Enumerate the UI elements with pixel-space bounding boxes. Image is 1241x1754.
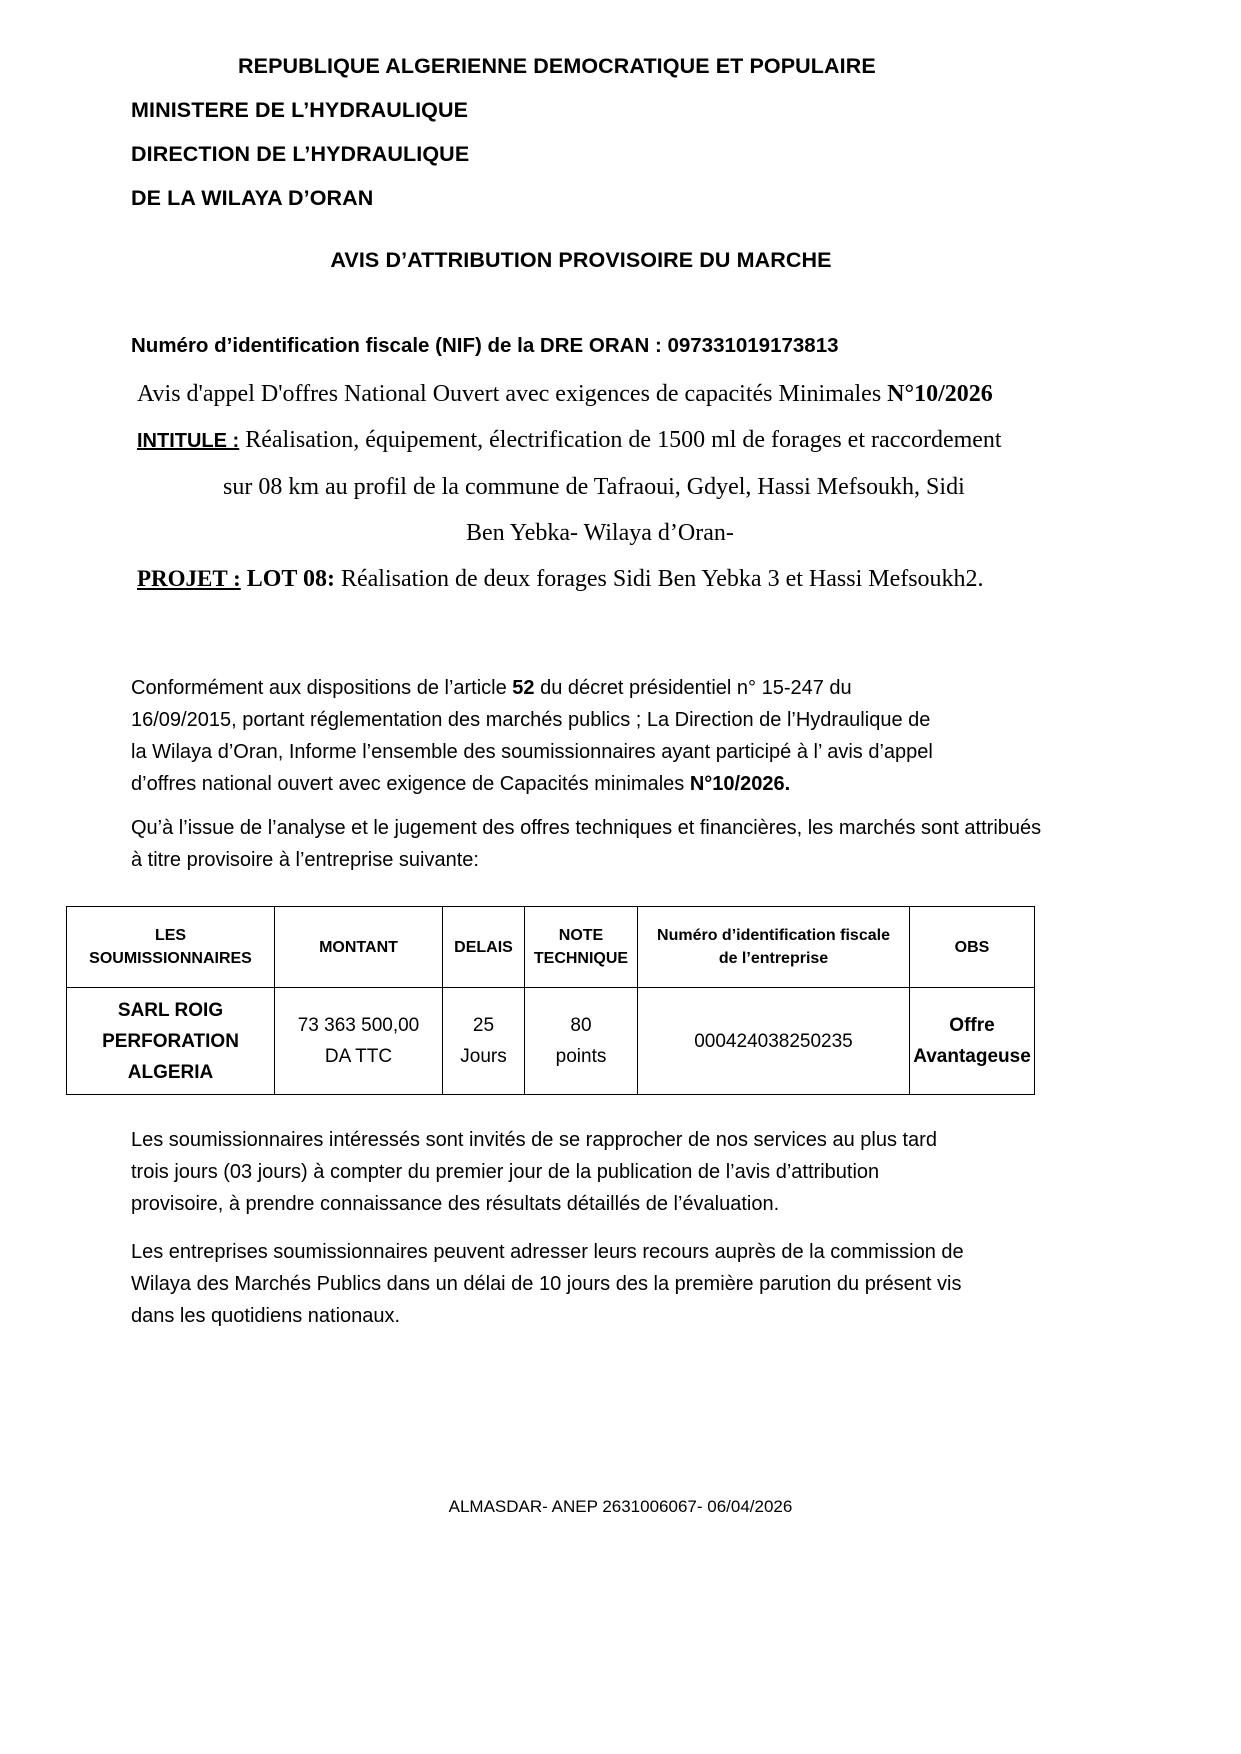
tender-number-ref: N°10/2026. bbox=[689, 773, 791, 795]
award-table-header bbox=[67, 907, 1035, 988]
paragraph-appeals bbox=[131, 1236, 1081, 1332]
intitule-text-1: Réalisation, équipement, électrification de 1500 ml de forages et raccordement bbox=[239, 427, 1002, 453]
delais-value: 25 bbox=[472, 1015, 495, 1036]
tender-call-number: N°10/2026 bbox=[887, 381, 993, 407]
paragraph-interested-bidders bbox=[131, 1124, 1081, 1220]
interested-line-1: Les soumissionnaires intéressés sont invités de se rapprocher de nos services au plus tard bbox=[131, 1129, 937, 1151]
delais-unit: Jours bbox=[460, 1046, 507, 1067]
appeals-line-1: Les entreprises soumissionnaires peuvent adresser leurs recours auprès de la commission de bbox=[131, 1241, 964, 1263]
letterhead-line-ministry: MINISTERE DE L’HYDRAULIQUE bbox=[131, 98, 469, 122]
cell-note-technique bbox=[525, 988, 638, 1095]
paragraph-conformity bbox=[131, 672, 1081, 800]
cell-delais bbox=[443, 988, 525, 1095]
header-note-l2: TECHNIQUE bbox=[533, 950, 629, 967]
tender-call-text: Avis d'appel D'offres National Ouvert avec exigences de capacités Minimales bbox=[137, 381, 888, 407]
tender-intitule-line-1 bbox=[131, 417, 1131, 464]
award-intro-line-2: à titre provisoire à l’entreprise suivante: bbox=[131, 849, 479, 871]
cell-company-name bbox=[67, 988, 275, 1095]
montant-value: 73 363 500,00 bbox=[297, 1015, 420, 1036]
header-nif-l2: de l’entreprise bbox=[718, 950, 829, 967]
header-soumissionnaires bbox=[67, 907, 275, 988]
paragraph-award-intro bbox=[131, 812, 1081, 876]
header-obs: OBS bbox=[910, 907, 1035, 988]
tender-projet-line bbox=[131, 556, 1131, 602]
tender-intitule-line-2: sur 08 km au profil de la commune de Tafraoui, Gdyel, Hassi Mefsoukh, Sidi bbox=[223, 474, 965, 500]
letterhead-line-wilaya: DE LA WILAYA D’ORAN bbox=[131, 186, 374, 210]
nif-dre-line: Numéro d’identification fiscale (NIF) de la DRE ORAN : 097331019173813 bbox=[131, 334, 839, 357]
note-value: 80 bbox=[570, 1015, 592, 1036]
interested-line-3: provisoire, à prendre connaissance des résultats détaillés de l’évaluation. bbox=[131, 1193, 780, 1215]
article-number: 52 bbox=[512, 677, 535, 699]
cell-company-nif: 000424038250235 bbox=[638, 988, 910, 1095]
letterhead bbox=[131, 44, 1111, 220]
company-name-l2: PERFORATION bbox=[102, 1030, 239, 1052]
cell-montant bbox=[275, 988, 443, 1095]
company-name-l1: SARL ROIG bbox=[117, 999, 224, 1021]
conformity-line-1 bbox=[131, 672, 1081, 704]
award-intro-line-1: Qu’à l’issue de l’analyse et le jugement des offres techniques et financières, les marchés sont attribués bbox=[131, 817, 1042, 839]
note-unit: points bbox=[555, 1046, 607, 1067]
conformity-text-c: du décret présidentiel n° 15-247 du bbox=[534, 677, 852, 699]
montant-currency: DA TTC bbox=[324, 1046, 393, 1067]
conformity-line-3: la Wilaya d’Oran, Informe l’ensemble des soumissionnaires ayant participé à l’ avis d’appel bbox=[131, 741, 933, 763]
header-montant: MONTANT bbox=[275, 907, 443, 988]
conformity-text-a: Conformément aux dispositions de l’article bbox=[131, 677, 513, 699]
header-nif-l1: Numéro d’identification fiscale bbox=[657, 927, 890, 944]
header-note-technique bbox=[525, 907, 638, 988]
appeals-line-2: Wilaya des Marchés Publics dans un délai de 10 jours des la première parution du présent vis bbox=[131, 1273, 962, 1295]
table-header-row bbox=[67, 907, 1035, 988]
projet-lot: LOT 08: bbox=[240, 566, 335, 592]
obs-l2: Avantageuse bbox=[913, 1046, 1031, 1067]
projet-label: PROJET : bbox=[137, 566, 241, 591]
document-footer: ALMASDAR- ANEP 2631006067- 06/04/2026 bbox=[448, 1497, 793, 1516]
header-delais: DELAIS bbox=[443, 907, 525, 988]
obs-l1: Offre bbox=[949, 1015, 995, 1036]
award-table bbox=[66, 906, 1035, 1095]
projet-text: Réalisation de deux forages Sidi Ben Yebka 3 et Hassi Mefsoukh2. bbox=[334, 566, 984, 592]
cell-observation bbox=[910, 988, 1035, 1095]
header-nif-entreprise bbox=[638, 907, 910, 988]
tender-call-line bbox=[131, 371, 1131, 417]
letterhead-line-republic: REPUBLIQUE ALGERIENNE DEMOCRATIQUE ET POPULAIRE bbox=[238, 54, 876, 78]
intitule-label: INTITULE : bbox=[137, 430, 240, 452]
letterhead-line-direction: DIRECTION DE L’HYDRAULIQUE bbox=[131, 142, 470, 166]
conformity-line-2: 16/09/2015, portant réglementation des marchés publics ; La Direction de l’Hydraulique de bbox=[131, 709, 931, 731]
tender-reference-block bbox=[131, 371, 1131, 602]
interested-line-2: trois jours (03 jours) à compter du premier jour de la publication de l’avis d’attribution bbox=[131, 1161, 880, 1183]
company-name-l3: ALGERIA bbox=[127, 1061, 214, 1083]
conformity-text-d: d’offres national ouvert avec exigence de Capacités minimales bbox=[131, 773, 690, 795]
tender-intitule-line-3: Ben Yebka- Wilaya d’Oran- bbox=[466, 520, 734, 546]
table-row bbox=[67, 988, 1035, 1095]
award-table-body bbox=[67, 988, 1035, 1095]
header-note-l1: NOTE bbox=[558, 927, 604, 944]
award-table-container bbox=[66, 906, 1034, 1095]
appeals-line-3: dans les quotidiens nationaux. bbox=[131, 1305, 401, 1327]
header-soumissionnaires-l2: SOUMISSIONNAIRES bbox=[89, 950, 252, 967]
header-soumissionnaires-l1: LES bbox=[154, 927, 187, 944]
page-title: AVIS D’ATTRIBUTION PROVISOIRE DU MARCHE bbox=[330, 248, 832, 272]
conformity-line-4 bbox=[131, 768, 1081, 800]
